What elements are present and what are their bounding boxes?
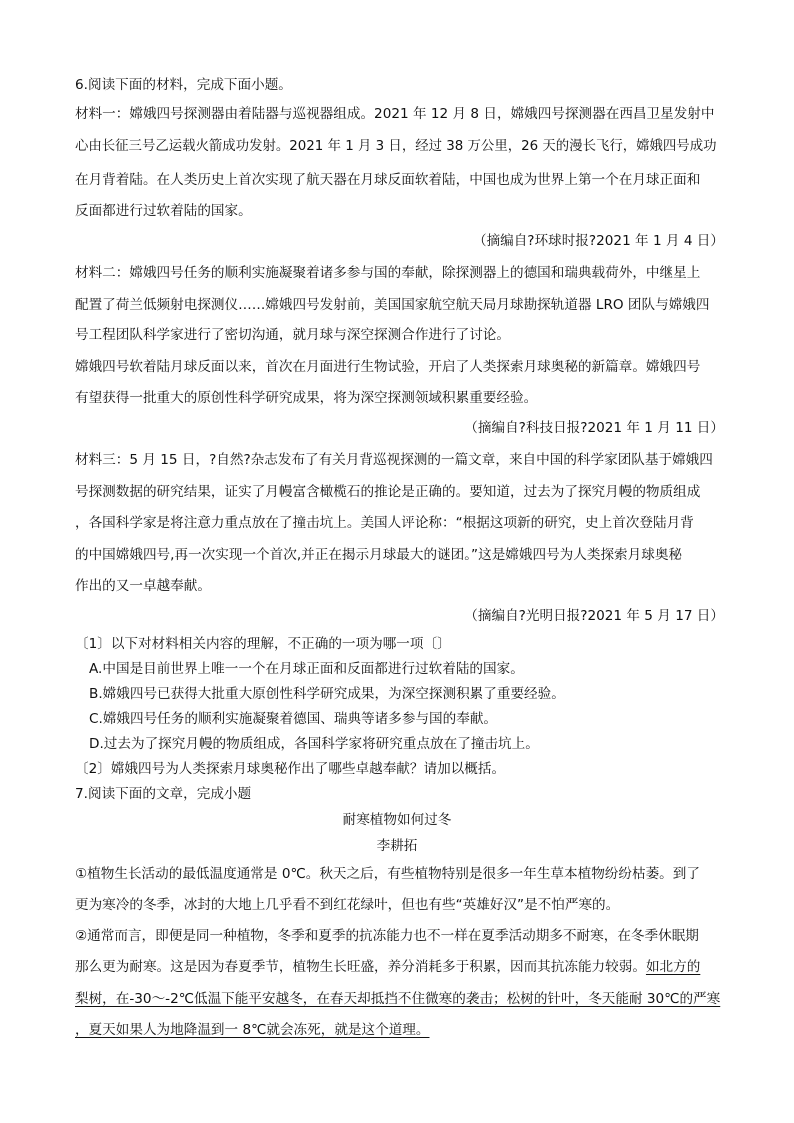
material-3-line: 作出的又一卓越奉献。 <box>75 578 211 594</box>
material-2-line: 配置了荷兰低频射电探测仪……嫦娥四号发射前，美国国家航空航天局月球勘探轨道器 LRO 团队与嫦娥四 <box>75 297 710 313</box>
option-a: A.中国是目前世界上唯一一个在月球正面和反面都进行过软着陆的国家。 <box>89 661 524 677</box>
material-2-line: 嫦娥四号软着陆月球反面以来，首次在月面进行生物试验，开启了人类探索月球奥秘的新篇章。嫦娥四号 <box>75 359 701 375</box>
option-c: C.嫦娥四号任务的顺利实施凝聚着德国、瑞典等诸多参与国的奉献。 <box>89 711 498 727</box>
article-author: 李耕拓 <box>376 838 418 854</box>
material-1-line: 反面都进行过软着陆的国家。 <box>75 203 252 219</box>
question-6-heading: 6.阅读下面的材料，完成下面小题。 <box>75 77 292 93</box>
material-3-line: 材料三：5 月 15 日，?自然?杂志发布了有关月背巡视探测的一篇文章，来自中国的科学家团队基于嫦娥四 <box>75 452 713 468</box>
paragraph-2-text: 那么更为耐寒。这是因为春夏季节，植物生长旺盛，养分消耗多于积累，因而其抗冻能力较弱。 <box>75 959 646 975</box>
material-3-line: ，各国科学家是将注意力重点放在了撞击坑上。美国人评论称：“根据这项新的研究，史上首次登陆月背 <box>75 515 694 531</box>
material-2-line: 号工程团队科学家进行了密切沟通，就月球与深空探测合作进行了讨论。 <box>75 327 510 343</box>
question-7-heading: 7.阅读下面的文章，完成小题 <box>75 786 252 802</box>
paragraph-2-line: ②通常而言，即便是同一种植物，冬季和夏季的抗冻能力也不一样在夏季活动期多不耐寒，在冬季休眠期 <box>75 928 699 944</box>
underlined-passage-line: 梨树，在-30～-2℃低温下能平安越冬，在春天却抵挡不住微寒的袭击；松树的针叶，冬天能耐 30℃的严寒 <box>75 991 721 1007</box>
material-1-line: 材料一：嫦娥四号探测器由着陆器与巡视器组成。2021 年 12 月 8 日，嫦娥四号探测器在西昌卫星发射中 <box>75 106 715 122</box>
paragraph-2-line <box>75 957 725 977</box>
material-2-line: 有望获得一批重大的原创性科学研究成果，将为深空探测领域积累重要经验。 <box>75 390 538 406</box>
material-2-source: （摘编自?科技日报?2021 年 1 月 11 日） <box>464 420 724 436</box>
material-1-source: （摘编自?环球时报?2021 年 1 月 4 日） <box>472 233 724 249</box>
material-3-line: 的中国嫦娥四号,再一次实现一个首次,并正在揭示月球最大的谜团。”这是嫦娥四号为人类探索月球奥秘 <box>75 547 683 563</box>
option-b: B.嫦娥四号已获得大批重大原创性科学研究成果，为深空探测积累了重要经验。 <box>89 686 565 702</box>
underlined-passage-line: ，夏天如果人为地降温到一 8℃就会冻死，就是这个道理。 <box>75 1022 430 1038</box>
article-title: 耐寒植物如何过冬 <box>342 812 452 828</box>
option-d: D.过去为了探究月幔的物质组成，各国科学家将研究重点放在了撞击坑上。 <box>89 736 539 752</box>
material-1-line: 心由长征三号乙运载火箭成功发射。2021 年 1 月 3 日，经过 38 万公里，26 天的漫长飞行，嫦娥四号成功 <box>75 139 717 154</box>
paragraph-1-line: ①植物生长活动的最低温度通常是 0℃。秋天之后，有些植物特别是很多一年生草本植物纷纷枯萎。到了 <box>75 866 700 882</box>
material-2-line: 材料二：嫦娥四号任务的顺利实施凝聚着诸多参与国的奉献，除探测器上的德国和瑞典载荷外，中继星上 <box>75 265 701 281</box>
underlined-passage-start: 如北方的 <box>645 959 701 975</box>
material-3-source: （摘编自?光明日报?2021 年 5 月 17 日） <box>464 608 724 624</box>
material-1-line: 在月背着陆。在人类历史上首次实现了航天器在月球反面软着陆，中国也成为世界上第一个在月球正面和 <box>75 172 701 188</box>
paragraph-1-line: 更为寒冷的冬季，冰封的大地上几乎看不到红花绿叶，但也有些“英雄好汉”是不怕严寒的。 <box>75 897 620 913</box>
sub-question-2: 〔2〕嫦娥四号为人类探索月球奥秘作出了哪些卓越奉献？请加以概括。 <box>75 761 506 777</box>
material-3-line: 号探测数据的研究结果，证实了月幔富含橄榄石的推论是正确的。要知道，过去为了探究月幔的物质组成 <box>75 484 701 500</box>
sub-question-1: 〔1〕以下对材料相关内容的理解，不正确的一项为哪一项〔〕 <box>75 636 451 652</box>
